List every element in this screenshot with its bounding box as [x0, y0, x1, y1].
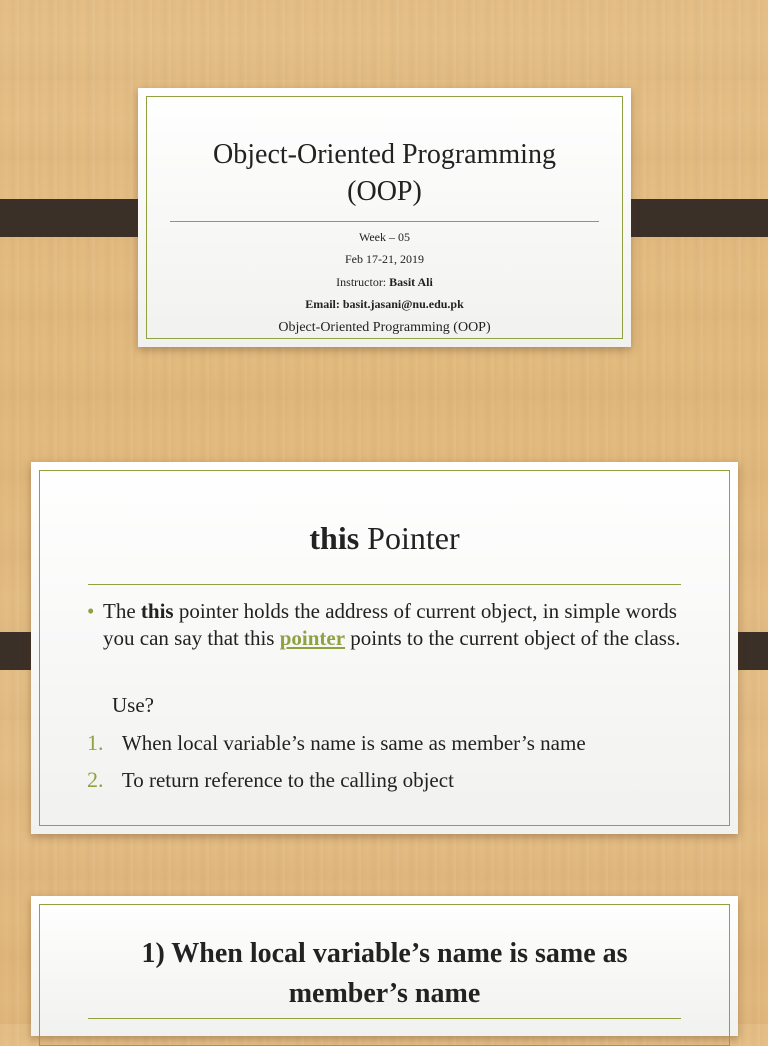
list-text: To return reference to the calling object [121, 768, 454, 792]
title-line-1: Object-Oriented Programming [213, 139, 556, 170]
bullet-text-end: points to the current object of the class. [345, 626, 681, 650]
list-item [87, 766, 698, 794]
slide1-right-tab [613, 199, 768, 237]
list-number: 2. [87, 767, 104, 792]
slide-title [31, 518, 738, 558]
title-keyword: this [309, 520, 360, 556]
list-number: 1. [87, 730, 104, 755]
title-divider [170, 221, 599, 222]
title-rest: Pointer [359, 520, 460, 556]
title-divider [88, 584, 681, 585]
slide-title [31, 934, 738, 1014]
local-variable-slide [31, 896, 738, 1036]
bullet-marker: • [87, 599, 95, 623]
email-text [138, 293, 631, 315]
instructor-label: Instructor: [336, 275, 390, 289]
title-slide [138, 88, 631, 347]
this-pointer-slide [31, 462, 738, 834]
week-text: Week – 05 [358, 230, 411, 244]
bullet-text-start: The [103, 599, 141, 623]
bullet-keyword: this [140, 599, 174, 623]
use-label: Use? [112, 693, 154, 717]
slide-title [138, 136, 631, 210]
bullet-point [87, 598, 698, 652]
instructor-text [138, 271, 631, 293]
title-line-2: member’s name [288, 978, 481, 1009]
slide1-left-tab [0, 199, 156, 237]
instructor-name: Basit Ali [389, 275, 433, 289]
bullet-text-middle: pointer holds the address of current object, in simple words you can say that this [103, 599, 677, 650]
list-text: When local variable’s name is same as member’s name [121, 731, 586, 755]
course-footer: Object-Oriented Programming (OOP) [278, 320, 491, 335]
date-text: Feb 17-21, 2019 [345, 252, 424, 266]
title-divider [88, 1018, 681, 1019]
list-item [87, 729, 698, 757]
pointer-link[interactable]: pointer [279, 626, 346, 650]
title-line-1: 1) When local variable’s name is same as [141, 938, 628, 969]
email-value: Email: basit.jasani@nu.edu.pk [305, 297, 464, 311]
title-line-2: (OOP) [347, 176, 422, 207]
